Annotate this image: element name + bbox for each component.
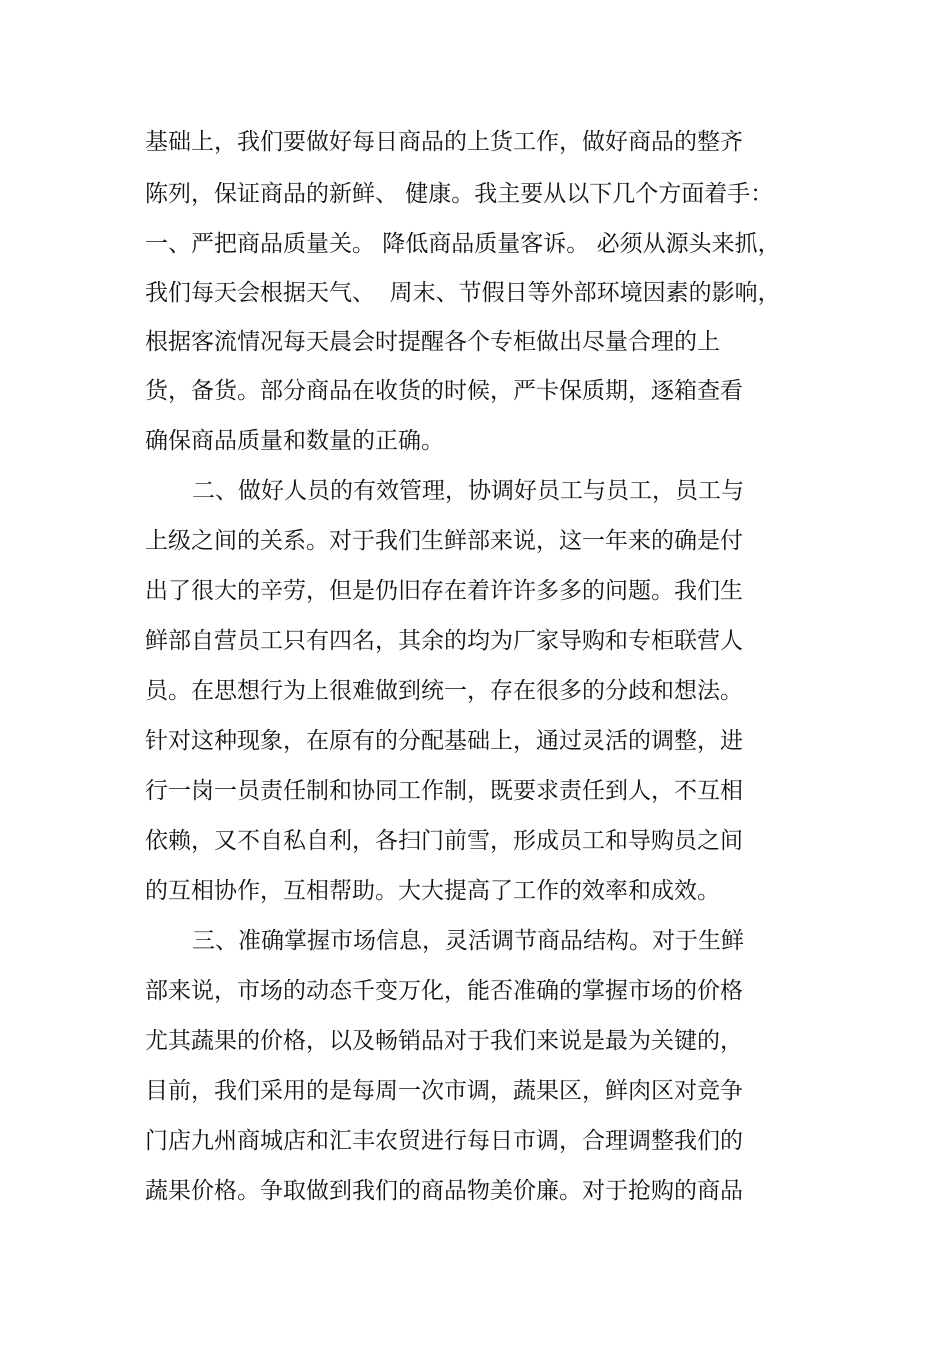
text-line: 鲜部自营员工只有四名，其余的均为厂家导购和专柜联营人 — [145, 628, 743, 654]
text-line: 的互相协作，互相帮助。大大提高了工作的效率和成效。 — [145, 878, 720, 904]
text-line: 陈列，保证商品的新鲜、 健康。我主要从以下几个方面着手： — [145, 181, 774, 207]
text-line: 依赖，又不自私自利，各扫门前雪，形成员工和导购员之间 — [145, 828, 743, 854]
text-line: 基础上，我们要做好每日商品的上货工作，做好商品的整齐 — [145, 129, 743, 155]
text-line: 确保商品质量和数量的正确。 — [145, 428, 444, 454]
text-line: 部来说，市场的动态千变万化，能否准确的掌握市场的价格 — [145, 978, 743, 1004]
text-line: 员。在思想行为上很难做到统一，存在很多的分歧和想法。 — [145, 678, 743, 704]
paragraph-start-line: 二、做好人员的有效管理，协调好员工与员工，员工与 — [192, 478, 744, 504]
text-line: 门店九州商城店和汇丰农贸进行每日市调，合理调整我们的 — [145, 1128, 743, 1154]
text-line: 一、严把商品质量关。 降低商品质量客诉。 必须从源头来抓， — [145, 231, 781, 257]
text-line: 针对这种现象，在原有的分配基础上，通过灵活的调整，进 — [145, 728, 743, 754]
text-line: 目前，我们采用的是每周一次市调，蔬果区，鲜肉区对竞争 — [145, 1078, 743, 1104]
text-line: 货，备货。部分商品在收货的时候，严卡保质期，逐箱查看 — [145, 378, 743, 404]
paragraph-start-line: 三、准确掌握市场信息，灵活调节商品结构。对于生鲜 — [192, 928, 744, 954]
text-line: 上级之间的关系。对于我们生鲜部来说，这一年来的确是付 — [145, 528, 743, 554]
text-line: 出了很大的辛劳，但是仍旧存在着许许多多的问题。我们生 — [145, 578, 743, 604]
text-line: 尤其蔬果的价格，以及畅销品对于我们来说是最为关键的， — [145, 1028, 743, 1054]
text-line: 根据客流情况每天晨会时提醒各个专柜做出尽量合理的上 — [145, 329, 720, 355]
text-line: 行一岗一员责任制和协同工作制，既要求责任到人，不互相 — [145, 778, 743, 804]
text-line: 蔬果价格。争取做到我们的商品物美价廉。对于抢购的商品 — [145, 1178, 743, 1204]
text-line: 我们每天会根据天气、 周末、节假日等外部环境因素的影响， — [145, 280, 781, 306]
